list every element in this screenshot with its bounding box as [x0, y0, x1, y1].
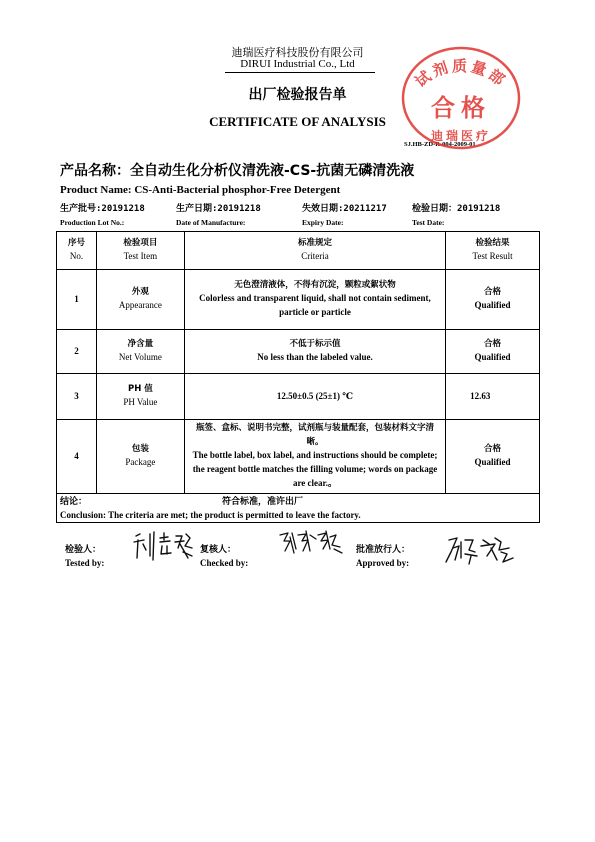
- row-no: 3: [57, 374, 97, 420]
- header-result-cn: 检验结果: [475, 237, 510, 248]
- row-item-cn: PH 值: [127, 383, 153, 394]
- header-no: [57, 232, 97, 270]
- row-criteria-cn: 无色澄清液体，不得有沉淀，颗粒或絮状物: [234, 279, 396, 290]
- checked-by-label-en: Checked by:: [200, 558, 249, 568]
- manufacture-date-label-en: Date of Manufacture:: [176, 218, 246, 227]
- svg-text:试剂质量部: [412, 57, 511, 91]
- stamp-text-top: 试剂质量部: [411, 56, 511, 91]
- tested-by-label-en: Tested by:: [65, 558, 105, 568]
- table-row: [57, 270, 540, 330]
- table-header-row: [57, 232, 540, 270]
- row-result-en: Qualified: [474, 457, 511, 468]
- company-name-en: DIRUI Industrial Co., Ltd: [240, 58, 355, 70]
- conclusion-text-en: Conclusion: The criteria are met; the product is permitted to leave the factory.: [60, 510, 361, 520]
- company-underline: [225, 72, 375, 73]
- approved-by-label-cn: 批准放行人：: [356, 545, 411, 555]
- stamp-text-middle: 合格: [431, 94, 491, 122]
- row-criteria-en: The bottle label, box label, and instructions should be complete; the reagent bottle matches the filling volume; words on package are clear.。: [192, 449, 438, 488]
- company-name-cn: 迪瑞医疗科技股份有限公司: [231, 47, 364, 59]
- row-criteria-cn: 不低于标示值: [289, 338, 341, 349]
- tested-by-label-cn: 检验人：: [65, 545, 102, 555]
- table-row: [57, 330, 540, 374]
- row-criteria-en: No less than the labeled value.: [257, 352, 373, 363]
- header-criteria: [184, 232, 445, 270]
- row-no: 1: [57, 270, 97, 330]
- checked-by-label-cn: 复核人：: [200, 545, 237, 555]
- header-no-en: No.: [69, 251, 84, 262]
- stamp-text-bottom: 迪瑞医疗: [430, 129, 492, 143]
- product-name-cn: 产品名称：全自动生化分析仪清洗液-CS-抗菌无磷清洗液: [60, 163, 415, 179]
- row-criteria: [184, 330, 445, 374]
- row-no: 2: [57, 330, 97, 374]
- row-result: 12.63: [446, 374, 540, 420]
- row-item-en: Net Volume: [118, 352, 162, 363]
- header-result: [446, 232, 540, 270]
- row-item-cn: 外观: [131, 286, 149, 297]
- document-number: SJ.HB-ZD-R-004-2009-01: [404, 141, 476, 148]
- row-criteria-cn: 瓶签、盒标、说明书完整，试剂瓶与装量配套，包装材料文字清晰。: [195, 423, 434, 447]
- row-result-cn: 合格: [484, 286, 502, 297]
- header-result-en: Test Result: [472, 251, 513, 262]
- report-title-cn: 出厂检验报告单: [248, 88, 347, 103]
- header-item-en: Test Item: [123, 251, 158, 262]
- row-item: [96, 330, 184, 374]
- row-result-en: Qualified: [474, 352, 511, 363]
- table-row: [57, 374, 540, 420]
- expiry-date: 失效日期:20211217: [302, 204, 387, 214]
- lot-number: 生产批号:20191218: [60, 204, 145, 214]
- conclusion-label-cn: 结论：: [60, 497, 88, 507]
- product-name-en: Product Name: CS-Anti-Bacterial phosphor-Free Detergent: [60, 184, 341, 196]
- row-result: [446, 330, 540, 374]
- manufacture-date: 生产日期:20191218: [176, 204, 261, 214]
- header-criteria-en: Criteria: [301, 251, 329, 262]
- tested-by-signature: [130, 528, 196, 564]
- row-criteria: [184, 270, 445, 330]
- header-item: [96, 232, 184, 270]
- row-item: [96, 270, 184, 330]
- row-result-cn: 合格: [484, 338, 502, 349]
- row-result: [446, 270, 540, 330]
- row-no: 4: [57, 420, 97, 494]
- row-criteria: [184, 420, 445, 494]
- row-criteria: 12.50±0.5 (25±1) ℃: [184, 374, 445, 420]
- report-title-en: CERTIFICATE OF ANALYSIS: [209, 114, 386, 129]
- approved-by-signature: [443, 534, 517, 566]
- row-item-en: Appearance: [118, 300, 162, 311]
- row-result: [446, 420, 540, 494]
- row-item: [96, 374, 184, 420]
- quality-stamp: [398, 44, 524, 152]
- row-item-en: PH Value: [123, 397, 158, 408]
- row-item-cn: 包装: [131, 443, 149, 454]
- header-no-cn: 序号: [67, 237, 85, 248]
- row-criteria-en: Colorless and transparent liquid, shall not contain sediment, particle or particle: [199, 293, 431, 318]
- table-row: [57, 420, 540, 494]
- approved-by-label-en: Approved by:: [356, 558, 410, 568]
- test-date: 检验日期：20191218: [412, 204, 501, 214]
- row-item-cn: 净含量: [127, 338, 154, 349]
- checked-by-signature: [276, 527, 346, 557]
- header-item-cn: 检验项目: [123, 237, 158, 248]
- row-item: [96, 420, 184, 494]
- row-result-cn: 合格: [484, 443, 502, 454]
- expiry-date-label-en: Expiry Date:: [302, 218, 344, 227]
- conclusion-text-cn: 符合标准，准许出厂: [222, 497, 304, 507]
- analysis-table: [56, 231, 540, 494]
- lot-number-label-en: Production Lot No.:: [60, 218, 125, 227]
- row-result-en: Qualified: [474, 300, 511, 311]
- test-date-label-en: Test Date:: [412, 218, 445, 227]
- row-item-en: Package: [125, 457, 156, 468]
- header-criteria-cn: 标准规定: [297, 237, 332, 248]
